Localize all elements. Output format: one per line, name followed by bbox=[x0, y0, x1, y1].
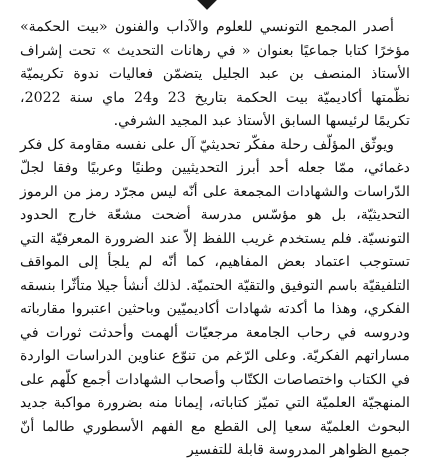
ornament-diamond bbox=[197, 0, 217, 10]
paragraph-intro: أصدر المجمع التونسي للعلوم والآداب والفنون «بيت الحكمة» مؤخرًا كتابا جماعيًا بعنوان « في رهانات التحديث » تحت إشراف الأستاذ المنصف بن عبد الجليل يتضمّن فعاليات ندوة تكريميّة نظّمتها أكاديميّة بيت الحكمة بتاريخ 23 و24 ماي سنة 2022، تكريمًا لرئيسها السابق الأستاذ عبد المجيد الشرفي. bbox=[20, 19, 410, 129]
paragraph-main: ويوثّق المؤلّف رحلة مفكّر تحديثيّ آل على نفسه مقاومة كل فكر دغمائي، ممّا جعله أحد أبرز التحديثيين وطنيًا وعربيًا وفقا لجلّ الدّراسات والشهادات المجمعة على أنّه ليس مجرّد رمز من الرموز التحديثيّة، بل هو مؤسّس مدرسة أضحت مشعّة خارج الحدود التونسيّة. فلم يستخدم غريب اللفظ إلاّ عند الضرورة المعرفيّة التي تستوجب اعتماد بعض المفاهيم، كما أنّه لم يلجأ إلى المواقف التلفيقيّة باسم التوفيق والتقيّة الحتميّة. لذلك أنشأ جيلا متأثّرا بنسقه الفكري، وهذا ما أكدته شهادات أكاديميّين وباحثين اعتبروا مقارباته ودروسه في رحاب الجامعة مرجعيّات ألهمت وأحدثت ثورات في مساراتهم الفكريّة. وعلى الرّغم من تنوّع عناوين الدراسات الواردة في الكتاب واختصاصات الكتّاب وأصحاب الشهادات أجمع كلّهم على المنهجيّة العلميّة التي تميّز كتاباته، إيمانا منه بضرورة مواكبة جديد البحوث العلميّة سعيا إلى القطع مع الفهم الأسطوري طالما أنّ جميع الظواهر المدروسة قابلة للتفسير bbox=[20, 136, 410, 458]
article-body bbox=[20, 16, 410, 463]
